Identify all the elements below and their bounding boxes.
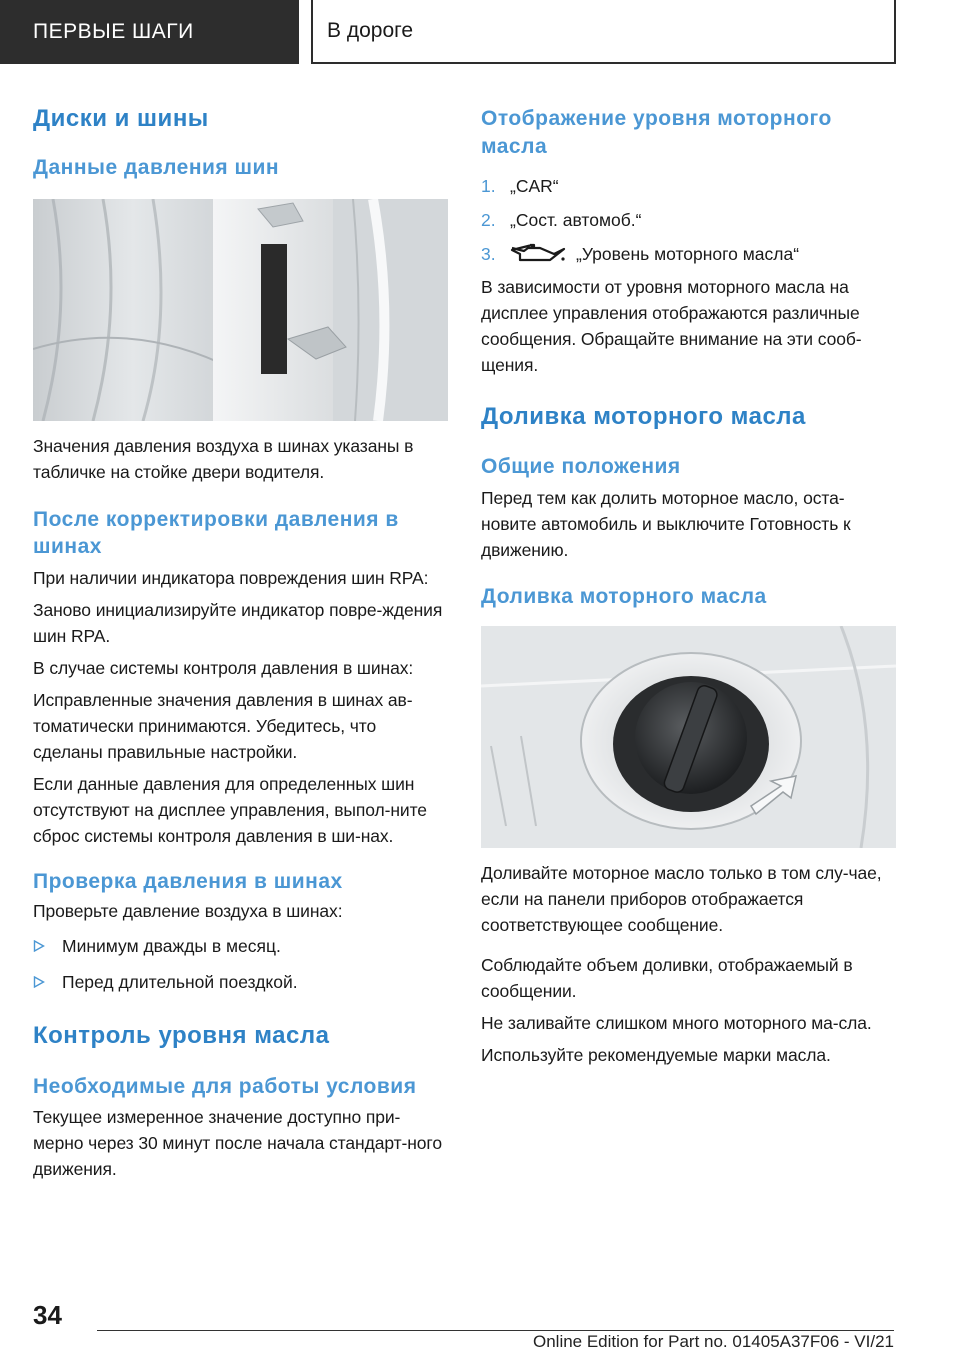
right-column [481,92,896,1068]
step-text: „CAR“ [510,176,559,196]
paragraph-tpms: В случае системы контроля давления в шинах: [33,658,414,678]
paragraph-brands: Используйте рекомендуемые марки масла. [481,1045,831,1065]
paragraph-reinit: Заново инициализируйте индикатор повре-ждения шин RPA. [33,600,443,646]
bullet-text: Перед длительной поездкой. [62,972,298,992]
step-item [481,241,896,267]
paragraph-conditions: Текущее измеренное значение доступно при-мерно через 30 минут после начала стандарт-ного движения. [33,1107,442,1179]
door-pillar-image [33,199,448,421]
step-number: 3. [481,244,496,264]
chapter-tab: В дороге [311,0,896,64]
step-number: 1. [481,176,496,196]
heading-wheels: Диски и шины [33,105,209,132]
heading-oil-level: Контроль уровня масла [33,1022,330,1049]
paragraph-topup-only: Доливайте моторное масло только в том слу-чае, если на панели приборов отображается соответствующее сообщение. [481,863,882,935]
step-text: „Сост. автомоб.“ [510,210,642,230]
paragraph-check: Проверьте давление воздуха в шинах: [33,901,343,921]
triangle-right-outline-icon [33,940,45,952]
paragraph-dont-overfill: Не заливайте слишком много моторного ма-сла. [481,1013,872,1033]
heading-conditions: Необходимые для работы условия [33,1075,417,1098]
left-column [33,92,448,1182]
door-pillar-illustration [33,199,448,421]
heading-topup: Доливка моторного масла [481,403,806,430]
paragraph-general: Перед тем как долить моторное масло, оста-новите автомобиль и выключите Готовность к движению. [481,488,851,560]
triangle-right-outline-icon [33,976,45,988]
footer-divider [97,1330,894,1331]
section-tab: ПЕРВЫЕ ШАГИ [0,0,299,64]
bullet-text: Минимум дважды в месяц. [62,936,281,956]
step-number: 2. [481,210,496,230]
heading-oil-display: Отображение уровня моторного масла [481,107,832,158]
step-item [481,207,896,233]
step-item [481,173,896,199]
paragraph-rpa: При наличии индикатора повреждения шин RPA: [33,568,429,588]
oil-filler-cap-image [481,626,896,848]
step-text: „Уровень моторного масла“ [576,244,800,264]
heading-after-correction: После корректировки давления в шинах [33,508,399,558]
paragraph-volume: Соблюдайте объем доливки, отображаемый в сообщении. [481,955,853,1001]
edition-text: Online Edition for Part no. 01405A37F06 - VI/21 [532,1332,894,1351]
paragraph-missing: Если данные давления для определенных шин отсутствуют на дисплее управления, выпол-ните сброс системы контроля давления в ши-нах. [33,774,427,846]
oil-can-icon [510,242,566,264]
list-item [33,969,448,995]
page-number: 34 [33,1300,62,1330]
heading-pressure-data: Данные давления шин [33,156,280,179]
oil-filler-cap-illustration [481,626,896,848]
heading-check-pressure: Проверка давления в шинах [33,870,343,893]
paragraph-display: В зависимости от уровня моторного масла на дисплее управления отображаются различные сообщения. Обращайте внимание на эти сооб-щения. [481,277,862,375]
list-item [33,933,448,959]
pressure-caption: Значения давления воздуха в шинах указаны в табличке на стойке двери водителя. [33,436,414,482]
paragraph-corrected: Исправленные значения давления в шинах ав-томатически принимаются. Убедитесь, что сделаны правильные настройки. [33,690,413,762]
heading-general: Общие положения [481,455,681,478]
heading-topup-sub: Доливка моторного масла [481,585,767,608]
